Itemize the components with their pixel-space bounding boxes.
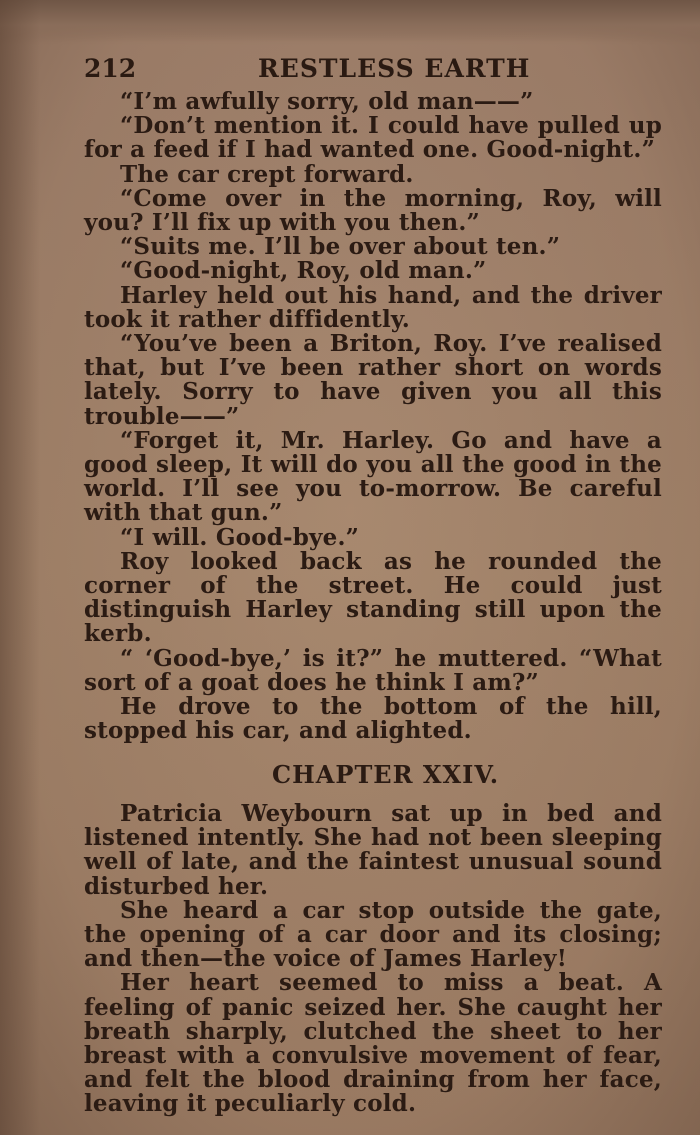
running-title: RESTLESS EARTH xyxy=(258,54,531,83)
chapter-text xyxy=(84,802,662,1117)
paragraph: Patricia Weybourn sat up in bed and listened intently. She had not been sleeping well of late, and the faintest unusual sound disturbed her. xyxy=(84,800,662,900)
paragraph: Harley held out his hand, and the driver took it rather diffidently. xyxy=(84,281,662,333)
paragraph: Her heart seemed to miss a beat. A feeling of panic seized her. She caught her breath sharply, clutched the sheet to her breast with a convulsive movement of fear, and felt the blood draining from her face, leaving it peculiarly cold. xyxy=(84,969,662,1118)
paragraph: “Don’t mention it. I could have pulled up for a feed if I had wanted one. Good-night.” xyxy=(84,112,662,164)
paragraph: “ ‘Good-bye,’ is it?” he muttered. “What sort of a goat does he think I am?” xyxy=(84,644,662,696)
paragraph: The car crept forward. xyxy=(120,160,414,188)
paragraph: “Suits me. I’ll be over about ten.” xyxy=(120,233,561,261)
paragraph: She heard a car stop outside the gate, the opening of a car door and its closing; and then—the voice of James Harley! xyxy=(84,896,662,973)
paragraph: “I will. Good-bye.” xyxy=(120,523,360,551)
page-top-shadow xyxy=(0,0,700,42)
paragraph: “I’m awfully sorry, old man——” xyxy=(120,88,534,115)
paragraph: “Forget it, Mr. Harley. Go and have a good sleep, It will do you all the good in the world. I’ll see you to-morrow. Be careful with that gun.” xyxy=(84,426,662,527)
paragraph: “You’ve been a Briton, Roy. I’ve realised that, but I’ve been rather short on words lately. Sorry to have given you all this trouble——” xyxy=(84,330,662,430)
paragraph: Roy looked back as he rounded the corner of the street. He could just distinguish Harley standing still upon the kerb. xyxy=(84,547,662,648)
running-head xyxy=(0,54,700,90)
paragraph: “Good-night, Roy, old man.” xyxy=(120,257,487,285)
paragraph: He drove to the bottom of the hill, stopped his car, and alighted. xyxy=(84,693,662,745)
paragraph: “Come over in the morning, Roy, will you? I’ll fix up with you then.” xyxy=(84,184,662,237)
page-left-shadow xyxy=(0,0,40,1135)
chapter-title: CHAPTER XXIV. xyxy=(272,760,500,789)
body-text xyxy=(84,90,662,743)
page-number: 212 xyxy=(84,54,137,83)
